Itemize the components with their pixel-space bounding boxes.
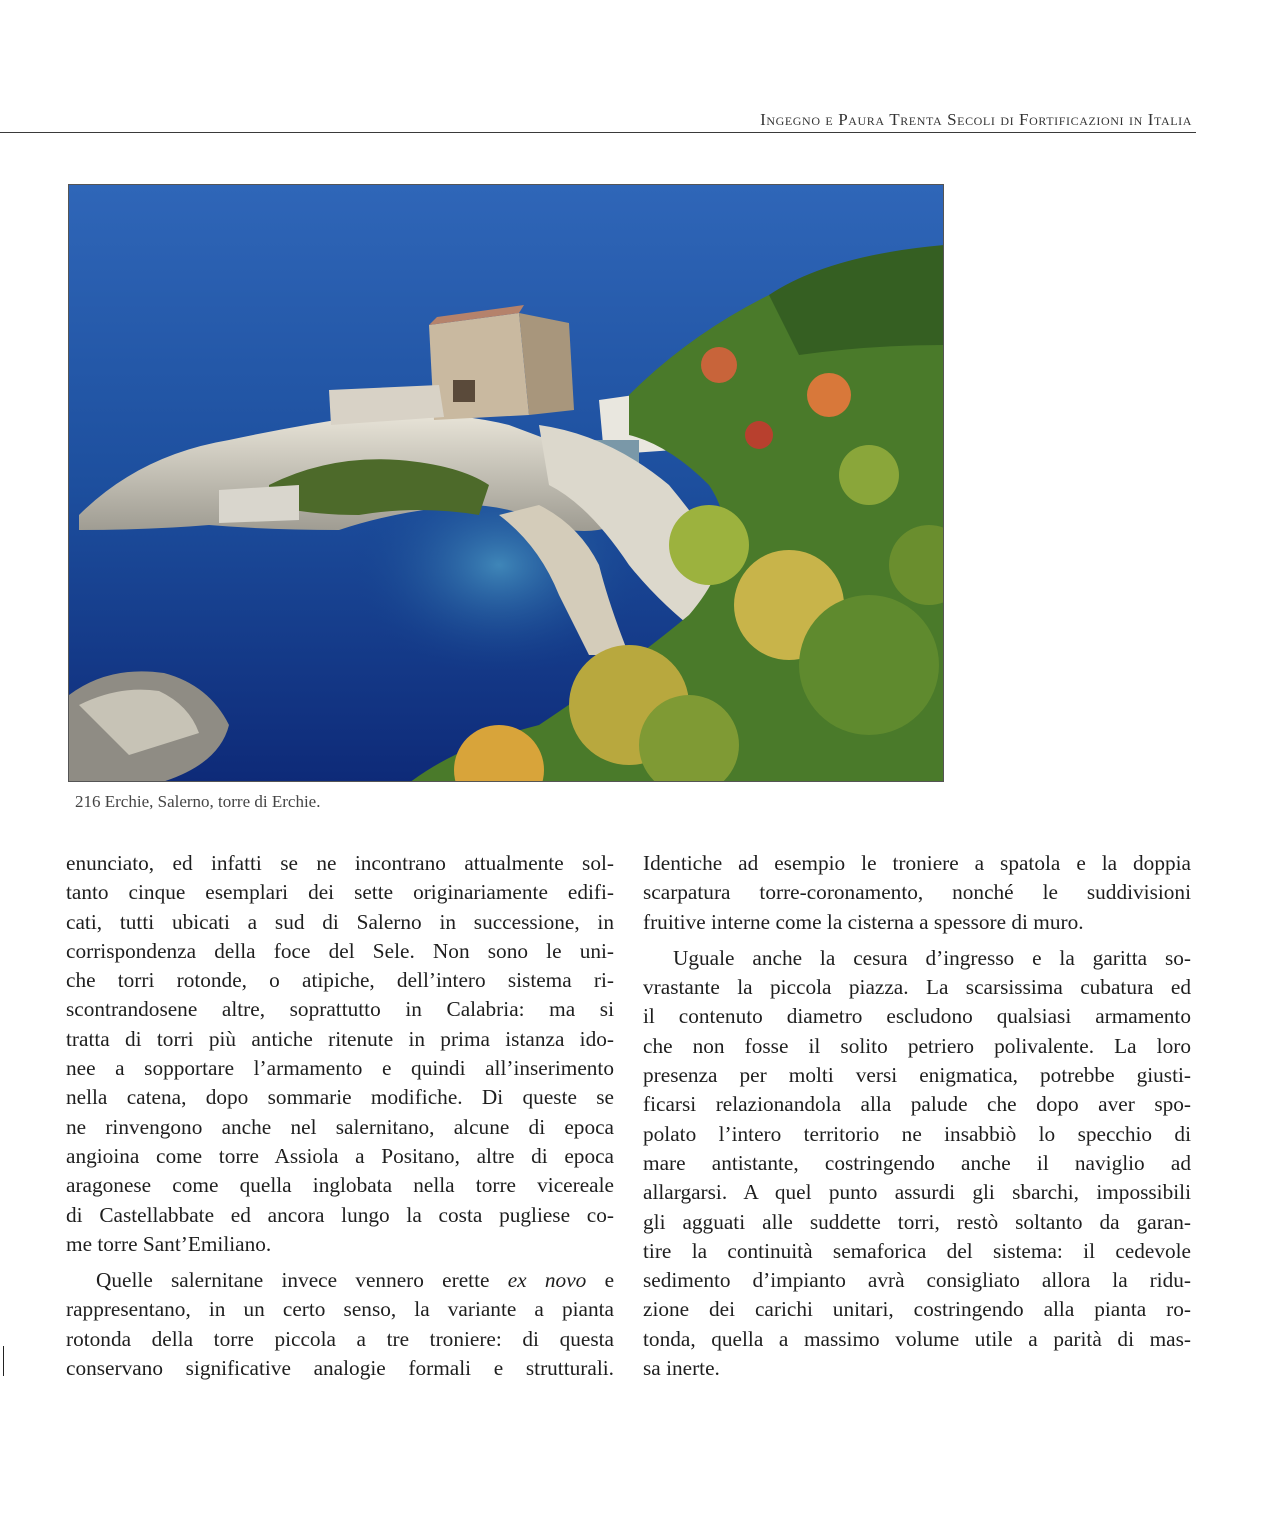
text-line: che non fosse il solito petriero polivalente. La loro — [643, 1033, 1191, 1058]
figure-caption: 216 Erchie, Salerno, torre di Erchie. — [75, 792, 321, 811]
text-line: zione dei carichi unitari, costringendo alla pianta ro- — [643, 1297, 1191, 1322]
text-line: ne rinvengono anche nel salernitano, alcune di epoca — [66, 1114, 614, 1139]
right-paragraph-2 — [643, 944, 1191, 1383]
coastal-tower-photo — [69, 185, 944, 782]
text-line: enunciato, ed infatti se ne incontrano attualmente sol- — [66, 851, 614, 875]
text-line: vrastante la piccola piazza. La scarsissima cubatura ed — [643, 975, 1191, 1000]
text-line: fruitive interne come la cisterna a spessore di muro. — [643, 909, 1084, 934]
text-line: ficarsi relazionandola alla palude che dopo aver spo- — [643, 1092, 1191, 1117]
running-head — [0, 108, 1196, 133]
text-line: polato l’intero territorio ne insabbiò lo specchio di — [643, 1121, 1191, 1146]
text-line: gli agguati alle suddette torri, restò soltanto da garan- — [643, 1209, 1191, 1234]
text-line: nee a sopportare l’armamento e quindi all’inserimento — [66, 1056, 614, 1081]
left-paragraph-1 — [66, 849, 614, 1259]
right-paragraph-1 — [643, 849, 1191, 937]
text-line: di Castellabbate ed ancora lungo la costa pugliese co- — [66, 1202, 614, 1227]
right-column — [643, 849, 1191, 1383]
left-column — [66, 849, 614, 1383]
text-line: cati, tutti ubicati a sud di Salerno in successione, in — [66, 909, 614, 934]
text-line: presenza per molti versi enigmatica, potrebbe giusti- — [643, 1063, 1191, 1088]
page-margin-bracket — [0, 1346, 4, 1376]
text-line: Identiche ad esempio le troniere a spatola e la doppia — [643, 851, 1191, 875]
text-line: rotonda della torre piccola a tre troniere: di questa — [66, 1326, 614, 1351]
text-line: conservano significative analogie formali e strutturali. — [66, 1356, 614, 1381]
figure-photo — [68, 184, 944, 782]
italic-phrase: ex novo — [507, 1268, 587, 1293]
text-line: angioina come torre Assiola a Positano, altre di epoca — [66, 1143, 614, 1168]
text-line: mare antistante, costringendo anche il naviglio ad — [643, 1150, 1191, 1175]
text-line: sedimento d’impianto avrà consigliato allora la ridu- — [643, 1268, 1191, 1293]
text-line: sa inerte. — [643, 1356, 720, 1381]
text-line: me torre Sant’Emiliano. — [66, 1231, 272, 1256]
text-line: il contenuto diametro escludono qualsiasi armamento — [643, 1004, 1191, 1029]
text-line — [66, 1266, 614, 1295]
text-line: tratta di torri più antiche ritenute in prima istanza ido- — [66, 1026, 614, 1051]
text-line: scontrandosene altre, soprattutto in Calabria: ma si — [66, 997, 614, 1022]
text-segment: e — [604, 1268, 614, 1293]
text-line: rappresentano, in un certo senso, la variante a pianta — [66, 1297, 614, 1322]
running-head-title: Ingegno e Paura Trenta Secoli di Fortificazioni in Italia — [760, 110, 1192, 129]
text-line: tanto cinque esemplari dei sette originariamente edifi- — [66, 880, 614, 905]
text-segment: Quelle salernitane invece vennero erette — [96, 1268, 490, 1293]
text-line: tonda, quella a massimo volume utile a parità di mas- — [643, 1326, 1191, 1351]
text-line: allargarsi. A quel punto assurdi gli sbarchi, impossibili — [643, 1180, 1191, 1205]
left-paragraph-2 — [66, 1266, 614, 1383]
text-line: tire la continuità semaforica del sistema: il cedevole — [643, 1238, 1191, 1263]
text-line: che torri rotonde, o atipiche, dell’intero sistema ri- — [66, 968, 614, 993]
text-line: corrispondenza della foce del Sele. Non sono le uni- — [66, 938, 614, 963]
text-line: Uguale anche la cesura d’ingresso e la garitta so- — [673, 945, 1191, 970]
text-line: aragonese come quella inglobata nella torre vicereale — [66, 1173, 614, 1198]
text-line: scarpatura torre-coronamento, nonché le suddivisioni — [643, 880, 1191, 905]
text-line: nella catena, dopo sommarie modifiche. Di queste se — [66, 1085, 614, 1110]
